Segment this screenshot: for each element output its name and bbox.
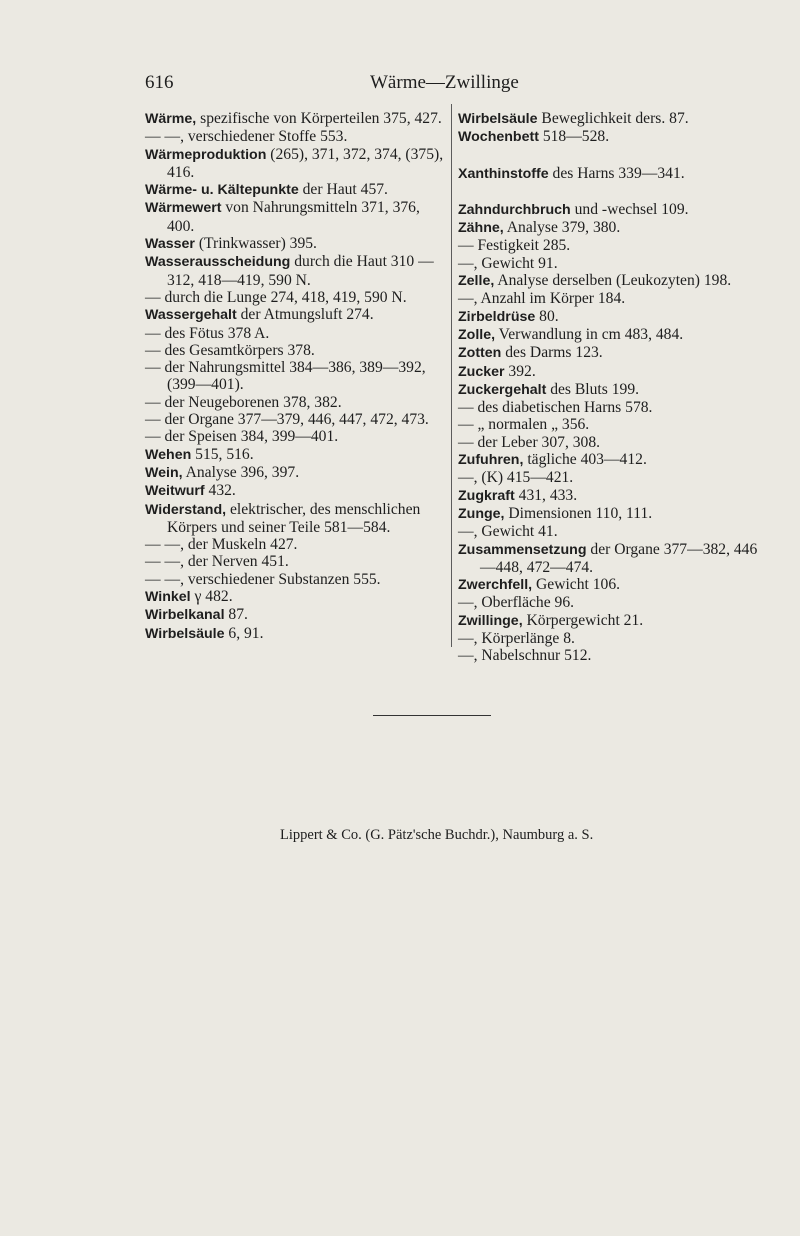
entry-text: von Nahrungsmitteln 371, 376, 400. bbox=[167, 199, 420, 235]
entry-text: Dimensionen 110, 111. bbox=[504, 504, 653, 522]
index-entry bbox=[458, 594, 758, 611]
entry-text: — des Fötus 378 A. bbox=[145, 324, 270, 342]
index-entry bbox=[458, 272, 758, 290]
index-entry bbox=[145, 411, 447, 428]
entry-text: —, Körperlänge 8. bbox=[458, 630, 575, 648]
entry-keyword: Wirbelkanal bbox=[145, 607, 225, 624]
entry-text: — der Speisen 384, 399—401. bbox=[145, 428, 339, 446]
entry-keyword: Zuckergehalt bbox=[458, 381, 547, 398]
index-entry bbox=[145, 446, 447, 464]
entry-text: 392. bbox=[504, 362, 536, 380]
index-column-left bbox=[145, 110, 447, 643]
entry-text: 518—528. bbox=[538, 128, 610, 146]
entry-text: —, Nabelschnur 512. bbox=[458, 647, 592, 665]
index-entry bbox=[145, 482, 447, 500]
entry-text: 515, 516. bbox=[191, 445, 254, 463]
entry-keyword: Zähne, bbox=[458, 220, 504, 237]
entry-text: 80. bbox=[535, 307, 559, 325]
section-gap bbox=[458, 183, 758, 201]
index-entry bbox=[458, 469, 758, 486]
entry-text: — der Neugeborenen 378, 382. bbox=[145, 393, 342, 411]
entry-keyword: Xanthinstoffe bbox=[458, 165, 549, 182]
entry-keyword: Zahndurchbruch bbox=[458, 201, 571, 218]
entry-text: Gewicht 106. bbox=[532, 576, 621, 594]
index-entry bbox=[145, 606, 447, 624]
index-entry bbox=[145, 181, 447, 199]
entry-text: —, Oberfläche 96. bbox=[458, 594, 575, 612]
entry-text: —, (K) 415—421. bbox=[458, 469, 574, 487]
entry-text: 432. bbox=[204, 482, 236, 500]
index-entry bbox=[458, 237, 758, 254]
entry-text: —, Anzahl im Körper 184. bbox=[458, 290, 626, 308]
entry-keyword: Wärmewert bbox=[145, 200, 222, 217]
index-entry bbox=[145, 625, 447, 643]
entry-text: Analyse derselben (Leukozyten) 198. bbox=[494, 272, 732, 290]
index-entry bbox=[458, 219, 758, 237]
entry-text: der Organe 377—382, 446—448, 472—474. bbox=[480, 540, 758, 576]
entry-text: Analyse 396, 397. bbox=[182, 463, 300, 481]
index-entry bbox=[458, 308, 758, 326]
entry-text: — —, verschiedener Substanzen 555. bbox=[145, 570, 381, 588]
page-number: 616 bbox=[145, 72, 174, 93]
index-entry bbox=[458, 505, 758, 523]
entry-keyword: Zolle, bbox=[458, 326, 496, 343]
index-entry bbox=[145, 464, 447, 482]
index-entry bbox=[145, 536, 447, 553]
index-entry bbox=[458, 344, 758, 362]
entry-keyword: Wirbelsäule bbox=[145, 625, 225, 642]
entry-text: (Trinkwasser) 395. bbox=[194, 235, 317, 253]
running-title: Wärme—Zwillinge bbox=[370, 72, 519, 93]
index-entry bbox=[458, 576, 758, 594]
section-gap bbox=[458, 147, 758, 165]
index-entry bbox=[145, 306, 447, 324]
index-entry bbox=[458, 451, 758, 469]
index-entry bbox=[458, 647, 758, 664]
entry-text: —, Gewicht 41. bbox=[458, 523, 558, 541]
entry-text: — Festigkeit 285. bbox=[458, 237, 571, 255]
entry-text: — des Gesamtkörpers 378. bbox=[145, 341, 315, 359]
entry-text: der Haut 457. bbox=[298, 181, 388, 199]
index-entry bbox=[145, 394, 447, 411]
index-entry bbox=[145, 588, 447, 606]
index-entry bbox=[458, 416, 758, 433]
entry-text: — —, der Muskeln 427. bbox=[145, 536, 298, 554]
index-entry bbox=[145, 325, 447, 342]
entry-keyword: Wasserausscheidung bbox=[145, 254, 291, 271]
entry-keyword: Wassergehalt bbox=[145, 307, 237, 324]
entry-text: des Bluts 199. bbox=[546, 380, 640, 398]
entry-text: des Darms 123. bbox=[501, 344, 603, 362]
index-entry bbox=[458, 487, 758, 505]
entry-text: 87. bbox=[224, 606, 248, 624]
index-entry bbox=[145, 342, 447, 359]
entry-keyword: Zucker bbox=[458, 363, 505, 380]
index-entry bbox=[145, 289, 447, 306]
index-entry bbox=[458, 630, 758, 647]
entry-keyword: Wärmeproduktion bbox=[145, 146, 267, 163]
entry-keyword: Wasser bbox=[145, 236, 195, 253]
entry-text: Körpergewicht 21. bbox=[522, 611, 644, 629]
entry-keyword: Winkel bbox=[145, 589, 191, 606]
entry-text: — des diabetischen Harns 578. bbox=[458, 399, 653, 417]
entry-text: — —, der Nerven 451. bbox=[145, 553, 289, 571]
index-entry bbox=[458, 326, 758, 344]
index-entry bbox=[145, 571, 447, 588]
closing-rule bbox=[373, 715, 491, 716]
entry-keyword: Zwillinge, bbox=[458, 612, 523, 629]
entry-text: Verwandlung in cm 483, 484. bbox=[495, 325, 684, 343]
page-header bbox=[145, 72, 705, 96]
index-entry bbox=[458, 255, 758, 272]
index-entry bbox=[145, 501, 447, 537]
index-entry bbox=[458, 110, 758, 128]
entry-keyword: Weitwurf bbox=[145, 483, 205, 500]
index-entry bbox=[458, 541, 758, 577]
index-entry bbox=[458, 290, 758, 307]
entry-keyword: Zotten bbox=[458, 345, 502, 362]
entry-text: Analyse 379, 380. bbox=[503, 219, 621, 237]
index-entry bbox=[145, 428, 447, 445]
index-entry bbox=[145, 235, 447, 253]
index-entry bbox=[145, 146, 447, 182]
entry-text: —, Gewicht 91. bbox=[458, 254, 558, 272]
entry-text: (265), 371, 372, 374, (375), 416. bbox=[167, 145, 444, 181]
entry-text: — —, verschiedener Stoffe 553. bbox=[145, 128, 348, 146]
entry-keyword: Zufuhren, bbox=[458, 452, 524, 469]
entry-text: — „ normalen „ 356. bbox=[458, 416, 590, 434]
index-entry bbox=[458, 363, 758, 381]
entry-keyword: Zugkraft bbox=[458, 487, 515, 504]
index-entry bbox=[145, 199, 447, 235]
index-entry bbox=[458, 201, 758, 219]
entry-text: elektrischer, des menschlichen Körpers und seiner Teile 581—584. bbox=[167, 500, 421, 536]
entry-keyword: Zwerchfell, bbox=[458, 577, 533, 594]
entry-keyword: Wochenbett bbox=[458, 129, 539, 146]
entry-keyword: Wirbelsäule bbox=[458, 111, 538, 127]
entry-text: — der Nahrungsmittel 384—386, 389—392, (399—401). bbox=[145, 359, 426, 394]
entry-text: 431, 433. bbox=[514, 486, 578, 504]
entry-keyword: Zelle, bbox=[458, 273, 495, 290]
entry-keyword: Wärme, bbox=[145, 111, 197, 127]
printer-imprint: Lippert & Co. (G. Pätz'sche Buchdr.), Naumburg a. S. bbox=[280, 827, 594, 843]
index-entry bbox=[145, 110, 447, 128]
index-entry bbox=[145, 253, 447, 289]
entry-text: durch die Haut 310 —312, 418—419, 590 N. bbox=[167, 253, 434, 289]
index-entry bbox=[458, 381, 758, 399]
entry-text: und -wechsel 109. bbox=[570, 200, 689, 218]
index-entry bbox=[458, 128, 758, 146]
entry-text: — der Leber 307, 308. bbox=[458, 433, 601, 451]
index-entry bbox=[458, 523, 758, 540]
entry-keyword: Zusammensetzung bbox=[458, 541, 587, 558]
entry-text: Beweglichkeit ders. 87. bbox=[537, 110, 689, 127]
index-entry bbox=[145, 128, 447, 145]
index-column-right bbox=[458, 110, 758, 665]
entry-text: der Atmungsluft 274. bbox=[236, 306, 374, 324]
entry-text: spezifische von Körperteilen 375, 427. bbox=[196, 110, 442, 127]
index-entry bbox=[458, 434, 758, 451]
entry-keyword: Wein, bbox=[145, 464, 183, 481]
entry-text: γ 482. bbox=[190, 588, 233, 606]
index-entry bbox=[458, 165, 758, 183]
entry-text: des Harns 339—341. bbox=[548, 164, 685, 182]
entry-keyword: Widerstand, bbox=[145, 501, 227, 518]
entry-keyword: Zirbeldrüse bbox=[458, 308, 536, 325]
column-divider bbox=[451, 104, 452, 647]
entry-text: tägliche 403—412. bbox=[523, 451, 647, 469]
index-entry bbox=[145, 553, 447, 570]
entry-text: — durch die Lunge 274, 418, 419, 590 N. bbox=[145, 288, 407, 306]
index-entry bbox=[458, 612, 758, 630]
entry-keyword: Zunge, bbox=[458, 505, 505, 522]
entry-keyword: Wärme- u. Kältepunkte bbox=[145, 182, 299, 199]
index-entry bbox=[458, 399, 758, 416]
entry-text: — der Organe 377—379, 446, 447, 472, 473. bbox=[145, 411, 429, 429]
entry-keyword: Wehen bbox=[145, 446, 192, 463]
index-entry bbox=[145, 359, 447, 394]
entry-text: 6, 91. bbox=[224, 624, 264, 642]
